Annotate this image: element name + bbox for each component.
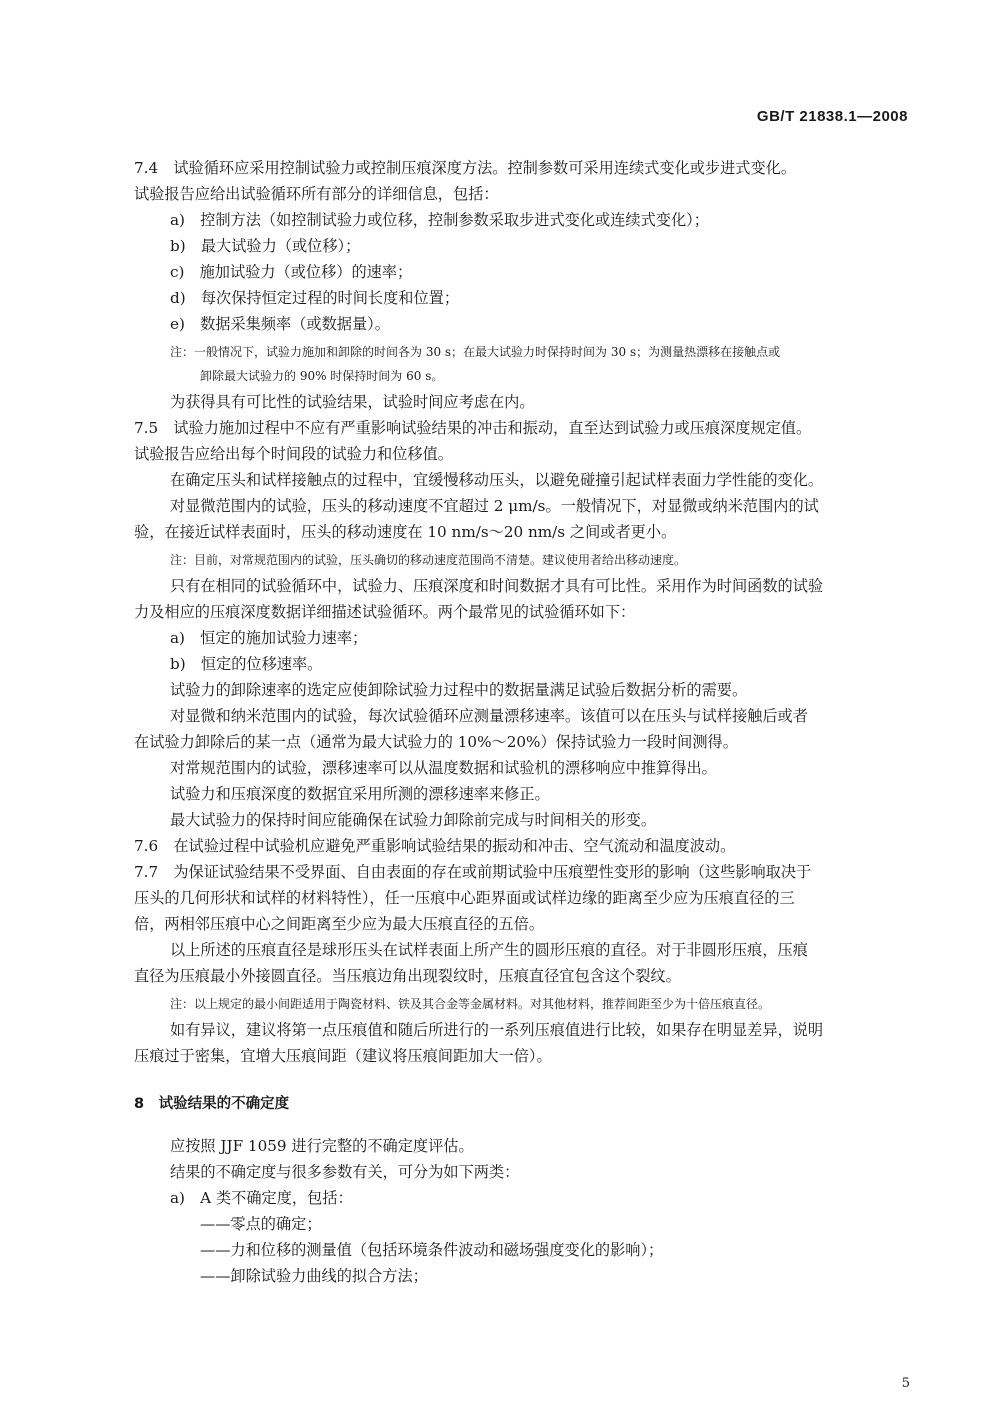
note-line: 注：以上规定的最小间距适用于陶瓷材料、铁及其合金等金属材料。对其他材料，推荐间距至少为十倍压痕直径。 (170, 997, 771, 1011)
note-line: 卸除最大试验力的 90% 时保持时间为 60 s。 (200, 369, 444, 383)
text-line: 直径为压痕最小外接圆直径。当压痕边角出现裂纹时，压痕直径宜包含这个裂纹。 (134, 967, 681, 985)
section-heading: 8 试验结果的不确定度 (134, 1096, 290, 1112)
text-line: 以上所述的压痕直径是球形压头在试样表面上所产生的圆形压痕的直径。对于非圆形压痕，压痕 (170, 941, 808, 959)
text-line: 对显微和纳米范围内的试验，每次试验循环应测量漂移速率。该值可以在压头与试样接触后或者 (170, 707, 808, 725)
text-line: 力及相应的压痕深度数据详细描述试验循环。两个最常见的试验循环如下： (134, 603, 636, 621)
text-line: 如有异议，建议将第一点压痕值和随后所进行的一系列压痕值进行比较，如果存在明显差异，说明 (170, 1021, 824, 1039)
text-line: ——卸除试验力曲线的拟合方法； (200, 1267, 428, 1285)
text-line: ——零点的确定； (200, 1215, 322, 1233)
text-line: b) 最大试验力（或位移）； (170, 237, 361, 255)
text-line: 只有在相同的试验循环中，试验力、压痕深度和时间数据才具有可比性。采用作为时间函数的试验 (170, 577, 824, 595)
text-line: 试验报告应给出每个时间段的试验力和位移值。 (134, 445, 453, 463)
note-line: 注：一般情况下，试验力施加和卸除的时间各为 30 s；在最大试验力时保持时间为 30 s；为测量热漂移在接触点或 (170, 345, 781, 359)
text-line: b) 恒定的位移速率。 (170, 655, 323, 673)
standard-number-header: GB/T 21838.1—2008 (756, 108, 908, 125)
text-line: 在试验力卸除后的某一点（通常为最大试验力的 10%～20%）保持试验力一段时间测得。 (134, 733, 738, 751)
text-line: c) 施加试验力（或位移）的速率； (170, 263, 413, 281)
text-line: 验，在接近试样表面时，压头的移动速度在 10 nm/s～20 nm/s 之间或者更小。 (134, 523, 677, 541)
text-line: 结果的不确定度与很多参数有关，可分为如下两类： (170, 1163, 520, 1181)
text-line: 对显微范围内的试验，压头的移动速度不宜超过 2 μm/s。一般情况下，对显微或纳米范围内的试 (170, 497, 819, 515)
note-line: 注：目前，对常规范围内的试验，压头确切的移动速度范围尚不清楚。建议使用者给出移动速度。 (170, 553, 687, 567)
text-line: 试验报告应给出试验循环所有部分的详细信息，包括： (134, 185, 499, 203)
text-line: 7.4 试验循环应采用控制试验力或控制压痕深度方法。控制参数可采用连续式变化或步进式变化。 (134, 159, 797, 177)
text-line: 应按照 JJF 1059 进行完整的不确定度评估。 (170, 1137, 474, 1155)
text-line: 试验力和压痕深度的数据宜采用所测的漂移速率来修正。 (170, 785, 550, 803)
text-line: 在确定压头和试样接触点的过程中，宜缓慢移动压头，以避免碰撞引起试样表面力学性能的变化。 (170, 471, 824, 489)
page-number: 5 (901, 1376, 910, 1391)
text-line: 压痕过于密集，宜增大压痕间距（建议将压痕间距加大一倍）。 (134, 1047, 552, 1065)
text-line: a) 控制方法（如控制试验力或位移，控制参数采取步进式变化或连续式变化）； (170, 211, 709, 229)
text-line: 对常规范围内的试验，漂移速率可以从温度数据和试验机的漂移响应中推算得出。 (170, 759, 717, 777)
text-line: 为获得具有可比性的试验结果，试验时间应考虑在内。 (170, 393, 535, 411)
text-line: ——力和位移的测量值（包括环境条件波动和磁场强度变化的影响）； (200, 1241, 664, 1259)
text-line: a) 恒定的施加试验力速率； (170, 629, 368, 647)
text-line: 7.6 在试验过程中试验机应避免严重影响试验结果的振动和冲击、空气流动和温度波动。 (134, 837, 736, 855)
text-line: 压头的几何形状和试样的材料特性），任一压痕中心距界面或试样边缘的距离至少应为压痕直径的三 (134, 889, 795, 907)
text-line: 倍，两相邻压痕中心之间距离至少应为最大压痕直径的五倍。 (134, 915, 545, 933)
text-line: 7.7 为保证试验结果不受界面、自由表面的存在或前期试验中压痕塑性变形的影响（这些影响取决于 (134, 863, 812, 881)
text-line: 试验力的卸除速率的选定应使卸除试验力过程中的数据量满足试验后数据分析的需要。 (170, 681, 748, 699)
text-line: 7.5 试验力施加过程中不应有严重影响试验结果的冲击和振动，直至达到试验力或压痕深度规定值。 (134, 419, 812, 437)
text-line: a) A 类不确定度，包括： (170, 1189, 353, 1207)
text-line: 最大试验力的保持时间应能确保在试验力卸除前完成与时间相关的形变。 (170, 811, 656, 829)
text-line: d) 每次保持恒定过程的时间长度和位置； (170, 289, 460, 307)
text-line: e) 数据采集频率（或数据量）。 (170, 315, 390, 333)
